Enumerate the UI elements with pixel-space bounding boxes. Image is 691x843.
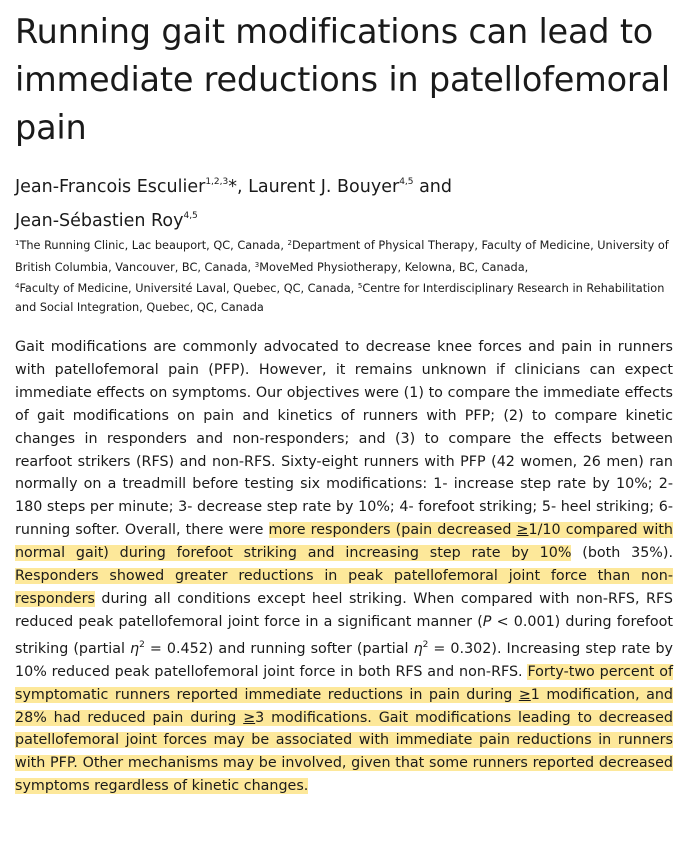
geq-symbol: ≥	[243, 709, 256, 726]
author-affiliation-marker: 1,2,3	[205, 177, 229, 187]
author-list	[15, 168, 675, 236]
abstract-text: = 0.452) and running softer (partial	[144, 640, 414, 657]
author-separator: ,	[236, 177, 249, 197]
author-affiliation-marker: 4,5	[399, 177, 414, 187]
eta-exponent: 2	[139, 639, 145, 650]
highlighted-text-segment: 3 modifications. Gait modifications leading to decreased patellofemoral joint forces may be associated with immediate pain reductions in runners with PFP. Other mechanisms may be involved, given that some runners reported decreased symptoms regardless of kinetic changes.	[15, 709, 673, 795]
affiliation-text: The Running Clinic, Lac beauport, QC, Canada,	[19, 239, 288, 252]
author-name: Jean-Sébastien Roy	[15, 211, 184, 231]
paper-title: Running gait modifications can lead to immediate reductions in patellofemoral pain	[15, 12, 670, 147]
author-name: Laurent J. Bouyer	[248, 177, 400, 197]
affiliation-text: MoveMed Physiotherapy, Kelowna, BC, Canada,	[259, 260, 529, 274]
eta-exponent: 2	[422, 639, 429, 650]
abstract-text: (both 35%).	[571, 545, 674, 562]
corresponding-author-mark: *	[228, 177, 237, 197]
highlighted-text	[15, 664, 673, 795]
highlighted-text-segment: more responders (pain decreased	[268, 522, 517, 539]
abstract-paragraph	[15, 336, 673, 798]
author-conjunction: and	[413, 177, 453, 197]
affiliation-text: Department of Physical Therapy, Faculty of Medicine, University of British Columbia, Vancouver, BC, Canada,	[15, 239, 669, 274]
highlighted-text-segment: Forty-two percent of symptomatic runners reported immediate reductions in pain during	[15, 663, 673, 703]
abstract-text: = 0.302). Increasing step rate by 10% reduced peak patellofemoral joint force in both RFS and non-RFS.	[15, 640, 674, 680]
highlighted-text-segment: 1/10 compared with normal gait) during forefoot striking and increasing step rate by 10%	[15, 522, 673, 562]
eta-symbol: η	[413, 640, 423, 657]
affiliation-marker: 2	[287, 239, 292, 247]
affiliation-marker: 3	[254, 260, 260, 269]
p-value-symbol: P	[482, 613, 492, 630]
affiliation-marker: 5	[357, 282, 363, 291]
highlighted-text: Responders showed greater reductions in peak patellofemoral joint force than non-responders	[15, 568, 673, 607]
abstract-text: during all conditions except heel striking. When compared with non-RFS, RFS reduced peak patellofemoral joint force in a significant manner (	[15, 590, 673, 630]
highlighted-text-segment: 1 modification, and 28% had reduced pain during	[15, 686, 673, 726]
affiliation-list	[15, 234, 683, 318]
geq-symbol: ≥	[516, 522, 529, 539]
affiliation-marker: 4	[15, 282, 20, 291]
author-name: Jean-Francois Esculier	[15, 177, 206, 197]
affiliation-text: Centre for Interdisciplinary Research in Rehabilitation and Social Integration, Quebec, QC, Canada	[15, 282, 665, 315]
author-affiliation-marker: 4,5	[183, 211, 198, 221]
abstract-text: < 0.001) during forefoot striking (partial	[15, 613, 674, 657]
geq-symbol: ≥	[518, 686, 531, 703]
affiliation-marker: 1	[15, 239, 20, 247]
eta-symbol: η	[130, 640, 140, 657]
affiliation-text: Faculty of Medicine, Université Laval, Quebec, QC, Canada,	[19, 282, 358, 296]
abstract-text: Gait modifications are commonly advocated to decrease knee forces and pain in runners with patellofemoral pain (PFP). However, it remains unknown if clinicians can expect immediate effects on symptoms. Our objectives were (1) to compare the immediate effects of gait modifications on pain and kinetics of runners with PFP; (2) to compare kinetic changes in responders and non-responders; and (3) to compare the effects between rearfoot strikers (RFS) and non-RFS. Sixty-eight runners with PFP (42 women, 26 men) ran normally on a treadmill before testing six modifications: 1- increase step rate by 10%; 2- 180 steps per minute; 3- decrease step rate by 10%; 4- forefoot striking; 5- heel striking; 6- running softer. Overall, there were	[15, 339, 673, 539]
